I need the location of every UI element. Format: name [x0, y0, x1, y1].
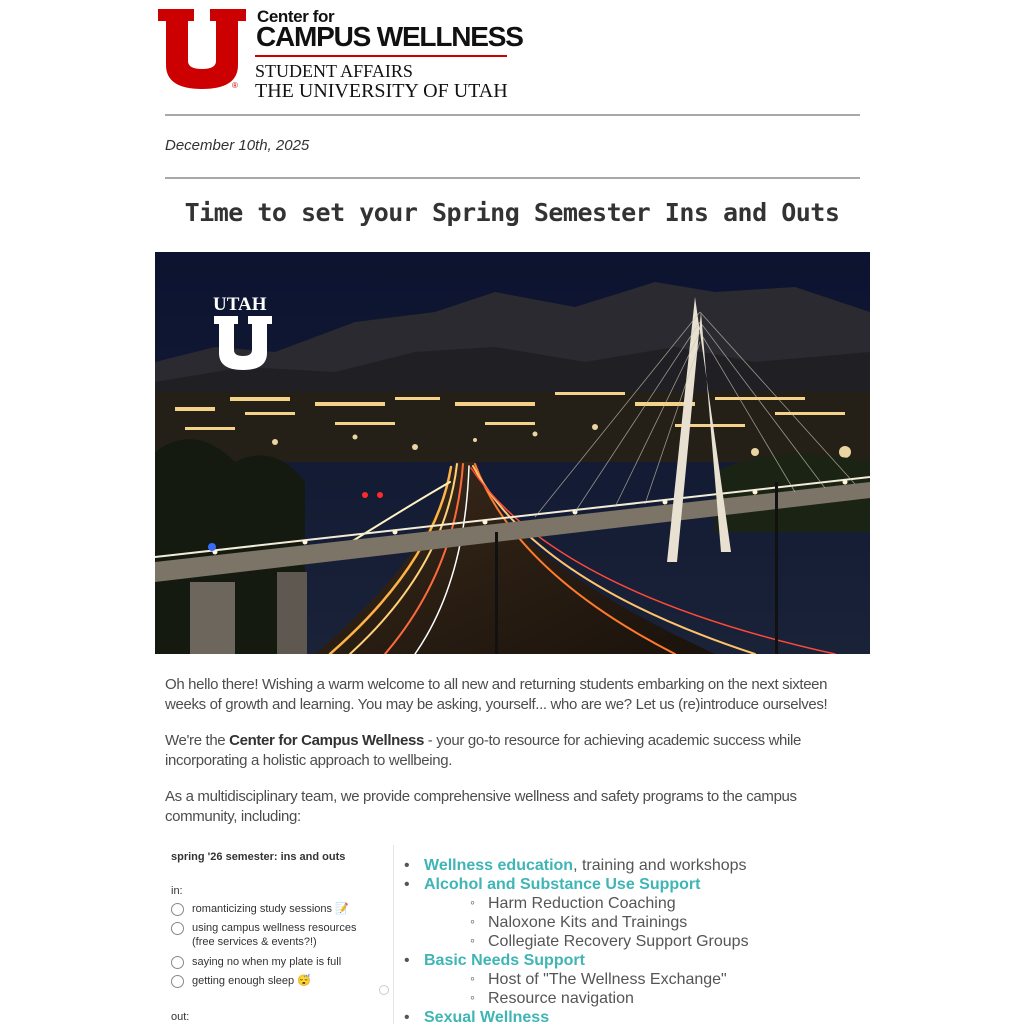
carousel-arrow-icon [379, 985, 389, 995]
services-list [400, 856, 880, 1027]
utah-block-u-icon [214, 316, 272, 370]
bullet-icon: • [404, 857, 410, 874]
sub-list [424, 970, 880, 1008]
card-in-label: in: [171, 885, 183, 897]
registered-mark: ® [232, 81, 238, 90]
email-date: December 10th, 2025 [165, 137, 310, 154]
logo-center-for: Center for [257, 7, 335, 26]
radio-circle-icon [171, 975, 184, 988]
about-suffix: - your go-to resource for achieving academic success while incorporating a holistic approach to wellbeing. [165, 732, 801, 769]
list-item: ◦ Collegiate Recovery Support Groups [470, 932, 749, 950]
hero-image [155, 252, 870, 654]
ins-and-outs-image: spring '26 semester: ins and outs in: romanticizing study sessions 📝 using campus wellness resources (free services & events?!) saying no when my plate is full getting enough sleep 😴 out: [165, 845, 394, 1024]
radio-circle-icon [171, 903, 184, 916]
substance-use-support-link[interactable]: Alcohol and Substance Use Support [424, 876, 701, 893]
list-item [400, 1008, 880, 1027]
list-item: ◦ Naloxone Kits and Trainings [470, 913, 688, 931]
email-headline: Time to set your Spring Semester Ins and Outs [184, 198, 840, 227]
block-u-logo-icon [158, 9, 246, 89]
radio-circle-icon [171, 922, 184, 935]
card-title: spring '26 semester: ins and outs [171, 851, 346, 863]
logo-divider [255, 55, 507, 57]
list-item [400, 951, 880, 1008]
circle-bullet-icon: ◦ [470, 932, 475, 948]
list-item: • Wellness education, training and workshops [404, 857, 747, 874]
campus-wellness-logo[interactable] [158, 7, 523, 104]
bullet-icon: • [404, 1009, 410, 1026]
utah-wordmark: UTAH [213, 294, 267, 315]
programs-paragraph: As a multidisciplinary team, we provide comprehensive wellness and safety programs to the campus community, including: [165, 788, 797, 825]
sub-list [424, 894, 880, 951]
utah-u-logo [212, 294, 276, 372]
wellness-education-link[interactable]: Wellness education [424, 857, 574, 874]
about-paragraph [165, 731, 865, 771]
list-item: ◦ Resource navigation [470, 989, 634, 1007]
list-item: ◦ Host of "The Wellness Exchange" [470, 970, 727, 988]
bullet-icon: • [404, 952, 410, 969]
list-item [400, 875, 880, 951]
circle-bullet-icon: ◦ [470, 970, 475, 986]
intro-paragraph: Oh hello there! Wishing a warm welcome to all new and returning students embarking on the next sixteen weeks of growth and learning. You may be asking, yourself... who are we? Let us (re)introduce ourselves! [165, 676, 828, 713]
about-prefix: We're the [165, 732, 230, 749]
card-out-label: out: [171, 1011, 190, 1023]
sexual-wellness-link[interactable]: Sexual Wellness [424, 1009, 550, 1026]
circle-bullet-icon: ◦ [470, 894, 475, 910]
top-divider [165, 114, 860, 116]
logo-university: THE UNIVERSITY OF UTAH [255, 80, 508, 102]
date-divider [165, 177, 860, 179]
radio-circle-icon [171, 956, 184, 969]
center-name: Center for Campus Wellness [229, 732, 424, 749]
logo-student-affairs: STUDENT AFFAIRS [255, 61, 413, 81]
bullet-icon: • [404, 876, 410, 893]
basic-needs-support-link[interactable]: Basic Needs Support [424, 952, 585, 969]
list-item: ◦ Harm Reduction Coaching [470, 894, 676, 912]
circle-bullet-icon: ◦ [470, 913, 475, 929]
circle-bullet-icon: ◦ [470, 989, 475, 1005]
logo-campus-wellness: CAMPUS WELLNESS [256, 21, 523, 52]
